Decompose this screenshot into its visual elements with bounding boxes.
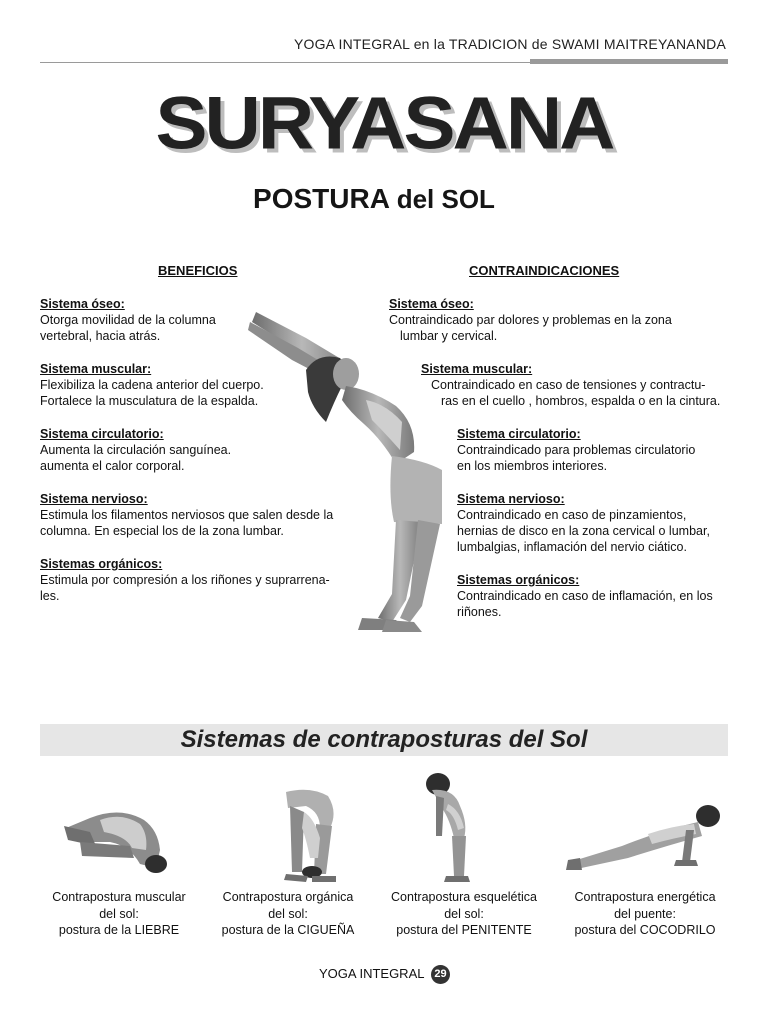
section-line: Otorga movilidad de la columna — [40, 313, 216, 327]
section-line: riñones. — [457, 605, 502, 619]
subtitle-main: POSTURA — [253, 183, 389, 214]
banner-title: Sistemas de contraposturas del Sol — [180, 726, 588, 753]
section-line: en los miembros interiores. — [457, 459, 608, 473]
caption-line: del sol: — [268, 906, 308, 921]
section-heading: Sistema muscular: — [421, 362, 533, 376]
section-line: lumbar y cervical. — [400, 329, 498, 343]
caption-line: del sol: — [99, 906, 139, 921]
caption-penitente — [379, 889, 549, 939]
contra-nervioso — [457, 491, 722, 555]
page-title: SURYASANA — [155, 81, 613, 165]
section-line: Fortalece la musculatura de la espalda. — [40, 394, 259, 408]
cocodrilo-pose-photo — [562, 800, 724, 874]
section-line: lumbalgias, inflamación del nervio ciático. — [457, 540, 687, 554]
caption-line: Contrapostura energética — [574, 890, 716, 904]
contra-oseo — [389, 296, 722, 344]
running-header: YOGA INTEGRAL en la TRADICION de SWAMI MAITREYANANDA — [293, 36, 726, 52]
caption-line: Contrapostura esquelética — [391, 890, 537, 904]
section-heading: Sistema óseo: — [40, 297, 125, 311]
caption-liebre — [34, 889, 204, 939]
section-line: Contraindicado en caso de inflamación, en los — [457, 589, 713, 603]
section-line: Flexibiliza la cadena anterior del cuerpo. — [40, 378, 264, 392]
section-line: ras en el cuello , hombros, espalda o en la cintura. — [441, 394, 721, 408]
liebre-pose-photo — [60, 798, 170, 878]
footer-text: YOGA INTEGRAL — [319, 966, 425, 981]
caption-cocodrilo — [560, 889, 730, 939]
ciguena-pose-photo — [276, 788, 346, 884]
section-heading: Sistema óseo: — [389, 297, 474, 311]
section-line: columna. En especial los de la zona lumbar. — [40, 524, 284, 538]
page-number: 29 — [431, 965, 450, 984]
section-heading: Sistema muscular: — [40, 362, 152, 376]
beneficio-oseo — [40, 296, 348, 344]
caption-line: postura del PENITENTE — [396, 923, 532, 937]
caption-line: postura del COCODRILO — [574, 923, 716, 937]
beneficio-circulatorio — [40, 426, 348, 474]
section-line: Estimula los filamentos nerviosos que salen desde la — [40, 508, 334, 522]
section-line: les. — [40, 589, 60, 603]
beneficio-organicos — [40, 556, 348, 604]
section-line: aumenta el calor corporal. — [40, 459, 185, 473]
section-heading: Sistemas orgánicos: — [40, 557, 163, 571]
caption-line: del sol: — [444, 906, 484, 921]
section-heading: Sistema circulatorio: — [457, 427, 581, 441]
caption-line: del puente: — [614, 906, 676, 921]
beneficios-heading: BENEFICIOS — [158, 263, 238, 278]
contra-organicos — [457, 572, 722, 620]
section-line: vertebral, hacia atrás. — [40, 329, 161, 343]
section-line: Contraindicado en caso de pinzamientos, — [457, 508, 687, 522]
section-heading: Sistema nervioso: — [40, 492, 148, 506]
section-heading: Sistema circulatorio: — [40, 427, 164, 441]
section-line: hernias de disco en la zona cervical o lumbar, — [457, 524, 710, 538]
contra-muscular — [421, 361, 722, 409]
page-subtitle — [0, 183, 748, 215]
beneficio-nervioso — [40, 491, 348, 539]
section-heading: Sistema nervioso: — [457, 492, 565, 506]
section-line: Estimula por compresión a los riñones y suprarrena- — [40, 573, 330, 587]
subtitle-small: del SOL — [396, 184, 495, 214]
penitente-pose-photo — [424, 772, 480, 884]
beneficio-muscular — [40, 361, 348, 409]
contraindicaciones-heading: CONTRAINDICACIONES — [469, 263, 620, 278]
header-rule-accent — [530, 59, 728, 64]
caption-line: Contrapostura orgánica — [222, 890, 354, 904]
section-heading: Sistemas orgánicos: — [457, 573, 580, 587]
section-line: Contraindicado en caso de tensiones y contractu- — [431, 378, 706, 392]
section-line: Contraindicado par dolores y problemas en la zona — [389, 313, 672, 327]
caption-line: Contrapostura muscular — [52, 890, 186, 904]
caption-ciguena — [203, 889, 373, 939]
caption-line: postura de la CIGUEÑA — [221, 923, 355, 937]
contra-circulatorio — [457, 426, 722, 474]
caption-line: postura de la LIEBRE — [58, 923, 180, 937]
section-line: Aumenta la circulación sanguínea. — [40, 443, 232, 457]
section-line: Contraindicado para problemas circulatorio — [457, 443, 696, 457]
